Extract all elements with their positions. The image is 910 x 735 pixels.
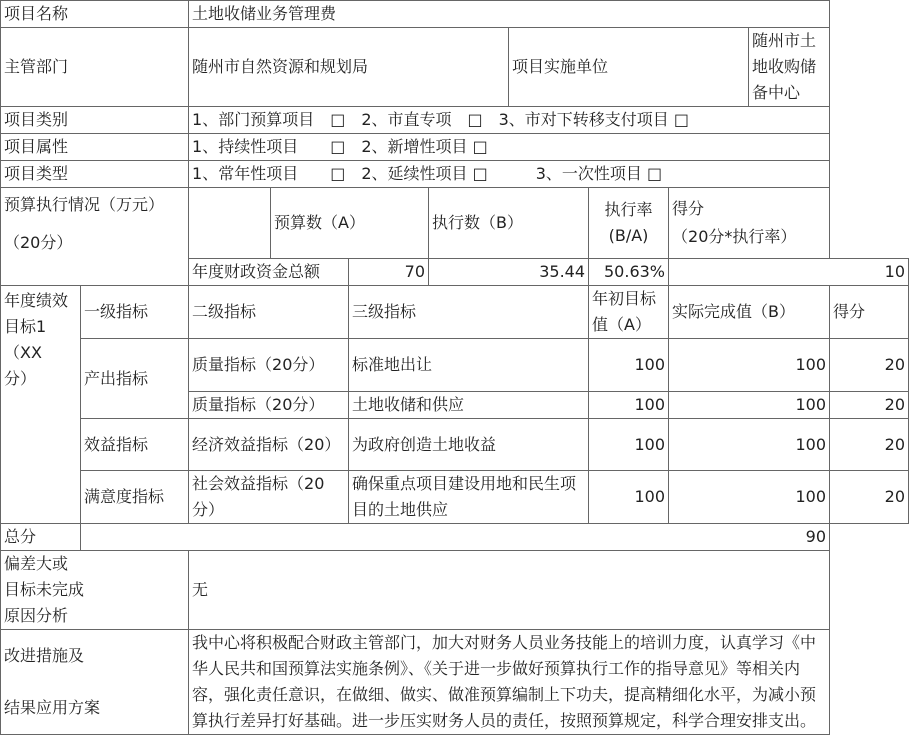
attribute-value: 1、持续性项目 □ 2、新增性项目 □ — [189, 134, 830, 161]
goals-label-line4: 分） — [4, 369, 37, 388]
goal-level3: 土地收储和供应 — [349, 392, 589, 419]
row-department — [1, 28, 909, 107]
budget-row-label: 年度财政资金总额 — [189, 259, 349, 286]
project-name-value: 土地收储业务管理费 — [189, 1, 830, 28]
implementing-unit-value: 随州市土地收购储备中心 — [749, 28, 830, 107]
budget-col-exec: 执行数（B） — [429, 188, 589, 259]
goal-level3: 为政府创造土地收益 — [349, 419, 589, 471]
goals-section-label — [1, 286, 81, 524]
header-level2: 二级指标 — [189, 286, 349, 339]
output-indicator-label: 产出指标 — [81, 339, 189, 419]
budget-col-score-line2: （20分*执行率） — [672, 227, 797, 246]
goal-score: 20 — [830, 419, 909, 471]
goal-target: 100 — [589, 339, 669, 392]
row-project-name — [1, 1, 909, 28]
implementing-unit-label: 项目实施单位 — [509, 28, 749, 107]
header-level1: 一级指标 — [81, 286, 189, 339]
goal-level3: 确保重点项目建设用地和民生项目的土地供应 — [349, 471, 589, 524]
header-actual: 实际完成值（B） — [669, 286, 830, 339]
deviation-value: 无 — [189, 551, 830, 630]
goal-actual: 100 — [669, 392, 830, 419]
budget-col-rate-line1: 执行率 — [604, 200, 653, 219]
budget-col-rate — [589, 188, 669, 259]
improvement-label-line1: 改进措施及 — [4, 646, 85, 665]
row-budget-header — [1, 188, 909, 259]
exec-value: 35.44 — [429, 259, 589, 286]
row-improvement — [1, 630, 909, 735]
budget-col-score-line1: 得分 — [672, 199, 705, 218]
budget-col-score — [669, 188, 830, 259]
deviation-label-line3: 原因分析 — [4, 606, 69, 625]
budget-section-label — [1, 188, 189, 286]
budget-col-budget: 预算数（A） — [271, 188, 429, 259]
improvement-text: 我中心将积极配合财政主管部门，加大对财务人员业务技能上的培训力度，认真学习《中华人民共和国预算法实施条例》、《关于进一步做好预算执行工作的指导意见》等相关内容，强化责任意识，在做细、做实、做准预算编制上下功夫，提高精细化水平，为减小预算执行差异打好基础。进一步压实财务人员的责任，按照预算规定，科学合理安排支出。 — [189, 630, 830, 735]
goal-score: 20 — [830, 471, 909, 524]
row-category — [1, 107, 909, 134]
project-name-label: 项目名称 — [1, 1, 189, 28]
total-value: 90 — [81, 524, 830, 551]
goal-level2: 质量指标（20分） — [189, 339, 349, 392]
goals-label-line1: 年度绩效 — [4, 291, 69, 310]
budget-col-rate-line2: (B/A) — [608, 226, 649, 245]
header-target-line1: 年初目标 — [592, 289, 657, 308]
budget-header-blank — [189, 188, 271, 259]
goal-target: 100 — [589, 392, 669, 419]
attribute-label: 项目属性 — [1, 134, 189, 161]
deviation-label — [1, 551, 189, 630]
goal-score: 20 — [830, 392, 909, 419]
header-score: 得分 — [830, 286, 909, 339]
type-value: 1、常年性项目 □ 2、延续性项目 □ 3、一次性项目 □ — [189, 161, 830, 188]
row-goals-header — [1, 286, 909, 339]
category-label: 项目类别 — [1, 107, 189, 134]
goal-level2: 质量指标（20分） — [189, 392, 349, 419]
row-deviation — [1, 551, 909, 630]
goals-label-line3: （XX — [4, 343, 42, 362]
type-label: 项目类型 — [1, 161, 189, 188]
benefit-indicator-label: 效益指标 — [81, 419, 189, 471]
total-label: 总分 — [1, 524, 81, 551]
header-level3: 三级指标 — [349, 286, 589, 339]
department-label: 主管部门 — [1, 28, 189, 107]
goal-score: 20 — [830, 339, 909, 392]
budget-value: 70 — [349, 259, 429, 286]
goal-actual: 100 — [669, 339, 830, 392]
goal-actual: 100 — [669, 471, 830, 524]
goal-row — [1, 419, 909, 471]
category-value: 1、部门预算项目 □ 2、市直专项 □ 3、市对下转移支付项目 □ — [189, 107, 830, 134]
goal-level2: 经济效益指标（20） — [189, 419, 349, 471]
row-total — [1, 524, 909, 551]
header-target-line2: 值（A） — [592, 315, 651, 334]
satisfaction-indicator-label: 满意度指标 — [81, 471, 189, 524]
deviation-label-line2: 目标未完成 — [4, 580, 85, 599]
goal-target: 100 — [589, 471, 669, 524]
goal-level2: 社会效益指标（20分） — [189, 471, 349, 524]
row-attribute — [1, 134, 909, 161]
deviation-label-line1: 偏差大或 — [4, 554, 69, 573]
goal-level3: 标准地出让 — [349, 339, 589, 392]
budget-label-line1: 预算执行情况（万元） — [4, 195, 165, 214]
department-value: 随州市自然资源和规划局 — [189, 28, 509, 107]
improvement-label — [1, 630, 189, 735]
budget-score-value: 10 — [669, 259, 909, 286]
improvement-label-line2: 结果应用方案 — [4, 698, 101, 717]
goal-row — [1, 339, 909, 392]
budget-label-line2: （20分） — [4, 233, 73, 252]
rate-value: 50.63% — [589, 259, 669, 286]
goal-target: 100 — [589, 419, 669, 471]
header-target — [589, 286, 669, 339]
goal-row — [1, 471, 909, 524]
row-type — [1, 161, 909, 188]
goal-actual: 100 — [669, 419, 830, 471]
goals-label-line2: 目标1 — [4, 317, 47, 336]
